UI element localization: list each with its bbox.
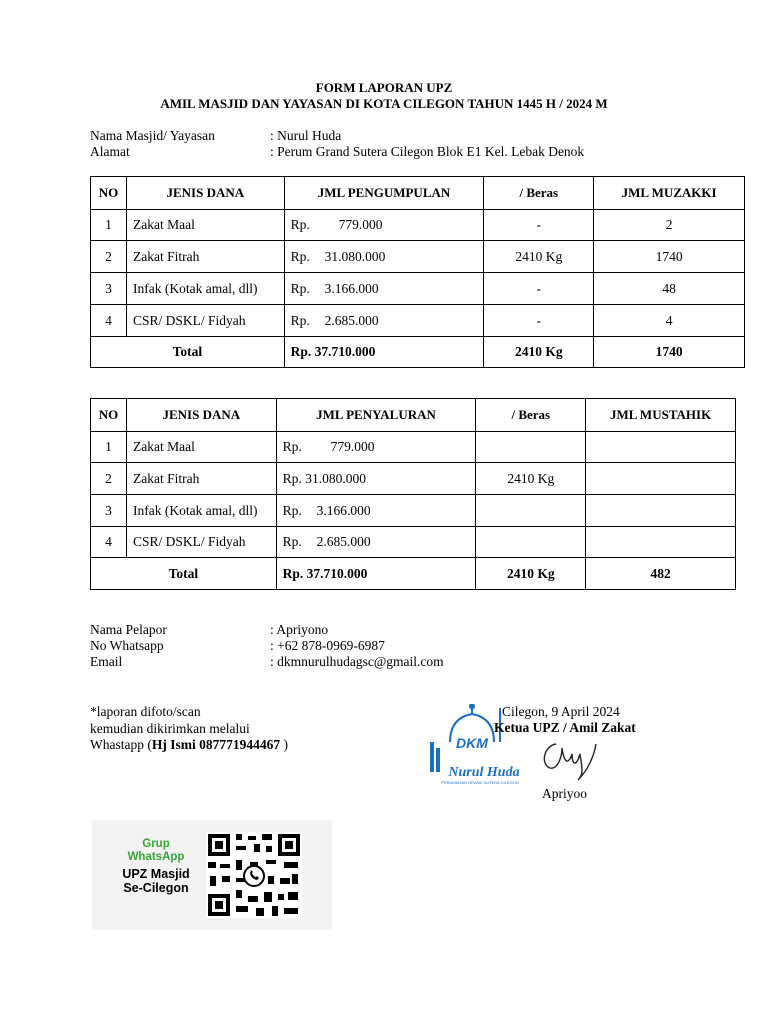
cell-amount	[276, 432, 476, 463]
cell-beras	[476, 527, 586, 558]
currency-label: Rp.	[290, 217, 310, 232]
table-row	[91, 273, 745, 305]
info-label: Alamat	[90, 144, 130, 159]
cell-jenis: Zakat Maal	[126, 432, 276, 463]
cell-beras	[476, 495, 586, 527]
logo-sub: PERUMAHAN GRAND SUTERA CILEGON	[441, 780, 519, 785]
table-row	[91, 210, 745, 241]
cell-count: 48	[594, 273, 745, 305]
cell-amount	[284, 241, 484, 273]
collection-table	[90, 176, 745, 368]
currency-label: Rp.	[290, 312, 310, 328]
qr-caption-line: UPZ Masjid	[122, 867, 190, 881]
note-line: kemudian dikirimkan melalui	[90, 720, 250, 736]
cell-count	[586, 527, 736, 558]
qr-code-icon[interactable]	[206, 832, 302, 918]
cell-beras: 2410 Kg	[476, 463, 586, 495]
total-label: Total	[91, 558, 277, 590]
currency-label: Rp.	[290, 248, 310, 264]
info-label: Nama Pelapor	[90, 622, 167, 637]
header-cell: NO	[91, 177, 127, 210]
amount-value: 31.080.000	[305, 470, 366, 486]
handwritten-signature	[538, 734, 608, 784]
cell-jenis: CSR/ DSKL/ Fidyah	[126, 527, 276, 558]
cell-amount	[276, 527, 476, 558]
amount-value: 3.166.000	[316, 502, 371, 518]
table-row	[91, 495, 736, 527]
cell-jenis: CSR/ DSKL/ Fidyah	[126, 305, 284, 337]
info-value: : +62 878-0969-6987	[270, 638, 385, 653]
cell-amount	[276, 495, 476, 527]
amount-value: 779.000	[338, 217, 383, 232]
cell-jenis: Zakat Fitrah	[126, 241, 284, 273]
table-row	[91, 241, 745, 273]
sign-name: Apriyoo	[542, 786, 587, 801]
info-label: Nama Masjid/ Yayasan	[90, 128, 215, 143]
contact-highlight: Hj Ismi 087771944467	[151, 737, 281, 752]
amount-value: 2.685.000	[316, 534, 371, 549]
sign-role: Ketua UPZ / Amil Zakat	[494, 720, 636, 735]
cell-jenis: Zakat Maal	[126, 210, 284, 241]
amount-value: 3.166.000	[324, 280, 379, 296]
info-label: Email	[90, 654, 123, 669]
cell-no: 3	[91, 495, 127, 527]
note-line	[90, 737, 288, 754]
table-row	[91, 463, 736, 495]
crescent-icon	[469, 704, 475, 709]
amount-value: 31.080.000	[324, 248, 386, 264]
currency-label: Rp.	[282, 534, 302, 549]
info-value: : Apriyono	[270, 622, 329, 637]
qr-caption-line: Grup	[142, 838, 170, 850]
cell-beras	[476, 432, 586, 463]
minaret-icon	[436, 748, 440, 772]
qr-caption	[106, 838, 206, 895]
table-header-row	[91, 399, 736, 432]
table-row	[91, 432, 736, 463]
cell-no: 1	[91, 210, 127, 241]
cell-beras: -	[484, 210, 594, 241]
cell-amount	[284, 210, 484, 241]
cell-beras: -	[484, 305, 594, 337]
header-cell: NO	[91, 399, 127, 432]
cell-jenis: Infak (Kotak amal, dll)	[126, 273, 284, 305]
header-cell: JML MUZAKKI	[594, 177, 745, 210]
total-beras: 2410 Kg	[476, 558, 586, 590]
cell-no: 4	[91, 527, 127, 558]
currency-label: Rp.	[290, 280, 310, 296]
minaret-icon	[430, 742, 434, 772]
header-cell: / Beras	[484, 177, 594, 210]
cell-count: 4	[594, 305, 745, 337]
header-cell: / Beras	[476, 399, 586, 432]
sign-place-date: Cilegon, 9 April 2024	[502, 704, 620, 719]
form-subtitle: AMIL MASJID DAN YAYASAN DI KOTA CILEGON TAHUN 1445 H / 2024 M	[160, 96, 608, 111]
currency-label: Rp.	[282, 502, 302, 518]
currency-label: Rp.	[282, 470, 302, 486]
cell-jenis: Zakat Fitrah	[126, 463, 276, 495]
header-cell: JML PENGUMPULAN	[284, 177, 484, 210]
submission-note	[90, 704, 288, 754]
logo-name: Nurul Huda	[448, 765, 520, 780]
table-row	[91, 305, 745, 337]
cell-count	[586, 463, 736, 495]
info-value: : Perum Grand Sutera Cilegon Blok E1 Kel. Lebak Denok	[270, 144, 585, 159]
cell-beras: -	[484, 273, 594, 305]
note-line: *laporan difoto/scan	[90, 704, 201, 719]
table-total-row	[91, 337, 745, 368]
cell-jenis: Infak (Kotak amal, dll)	[126, 495, 276, 527]
cell-no: 1	[91, 432, 127, 463]
cell-amount	[284, 305, 484, 337]
note-text: Whastapp (	[90, 737, 152, 752]
cell-count: 2	[594, 210, 745, 241]
amount-value: 779.000	[330, 439, 375, 454]
note-text: )	[280, 737, 288, 752]
table-row	[91, 527, 736, 558]
amount-value: 2.685.000	[324, 312, 379, 328]
cell-count: 1740	[594, 241, 745, 273]
cell-no: 2	[91, 463, 127, 495]
total-amount: Rp. 37.710.000	[276, 558, 476, 590]
total-count: 482	[586, 558, 736, 590]
header-cell: JENIS DANA	[126, 399, 276, 432]
logo-abbr: DKM	[456, 735, 488, 751]
cell-no: 4	[91, 305, 127, 337]
info-value: : dkmnurulhudagsc@gmail.com	[270, 654, 444, 669]
cell-amount	[284, 273, 484, 305]
currency-label: Rp.	[282, 439, 302, 454]
cell-no: 3	[91, 273, 127, 305]
table-total-row	[91, 558, 736, 590]
header-cell: JML MUSTAHIK	[586, 399, 736, 432]
qr-caption-line: WhatsApp	[127, 851, 185, 863]
cell-count	[586, 495, 736, 527]
qr-caption-line: Se-Cilegon	[123, 881, 189, 895]
total-beras: 2410 Kg	[484, 337, 594, 368]
cell-count	[586, 432, 736, 463]
total-label: Total	[91, 337, 285, 368]
info-label: No Whatsapp	[90, 638, 164, 653]
distribution-table	[90, 398, 736, 590]
form-title: FORM LAPORAN UPZ	[315, 80, 453, 95]
cell-no: 2	[91, 241, 127, 273]
table-header-row	[91, 177, 745, 210]
total-amount: Rp. 37.710.000	[284, 337, 484, 368]
info-value: : Nurul Huda	[270, 128, 342, 143]
whatsapp-group-card	[92, 820, 332, 930]
header-cell: JML PENYALURAN	[276, 399, 476, 432]
cell-amount	[276, 463, 476, 495]
header-cell: JENIS DANA	[126, 177, 284, 210]
cell-beras: 2410 Kg	[484, 241, 594, 273]
total-count: 1740	[594, 337, 745, 368]
